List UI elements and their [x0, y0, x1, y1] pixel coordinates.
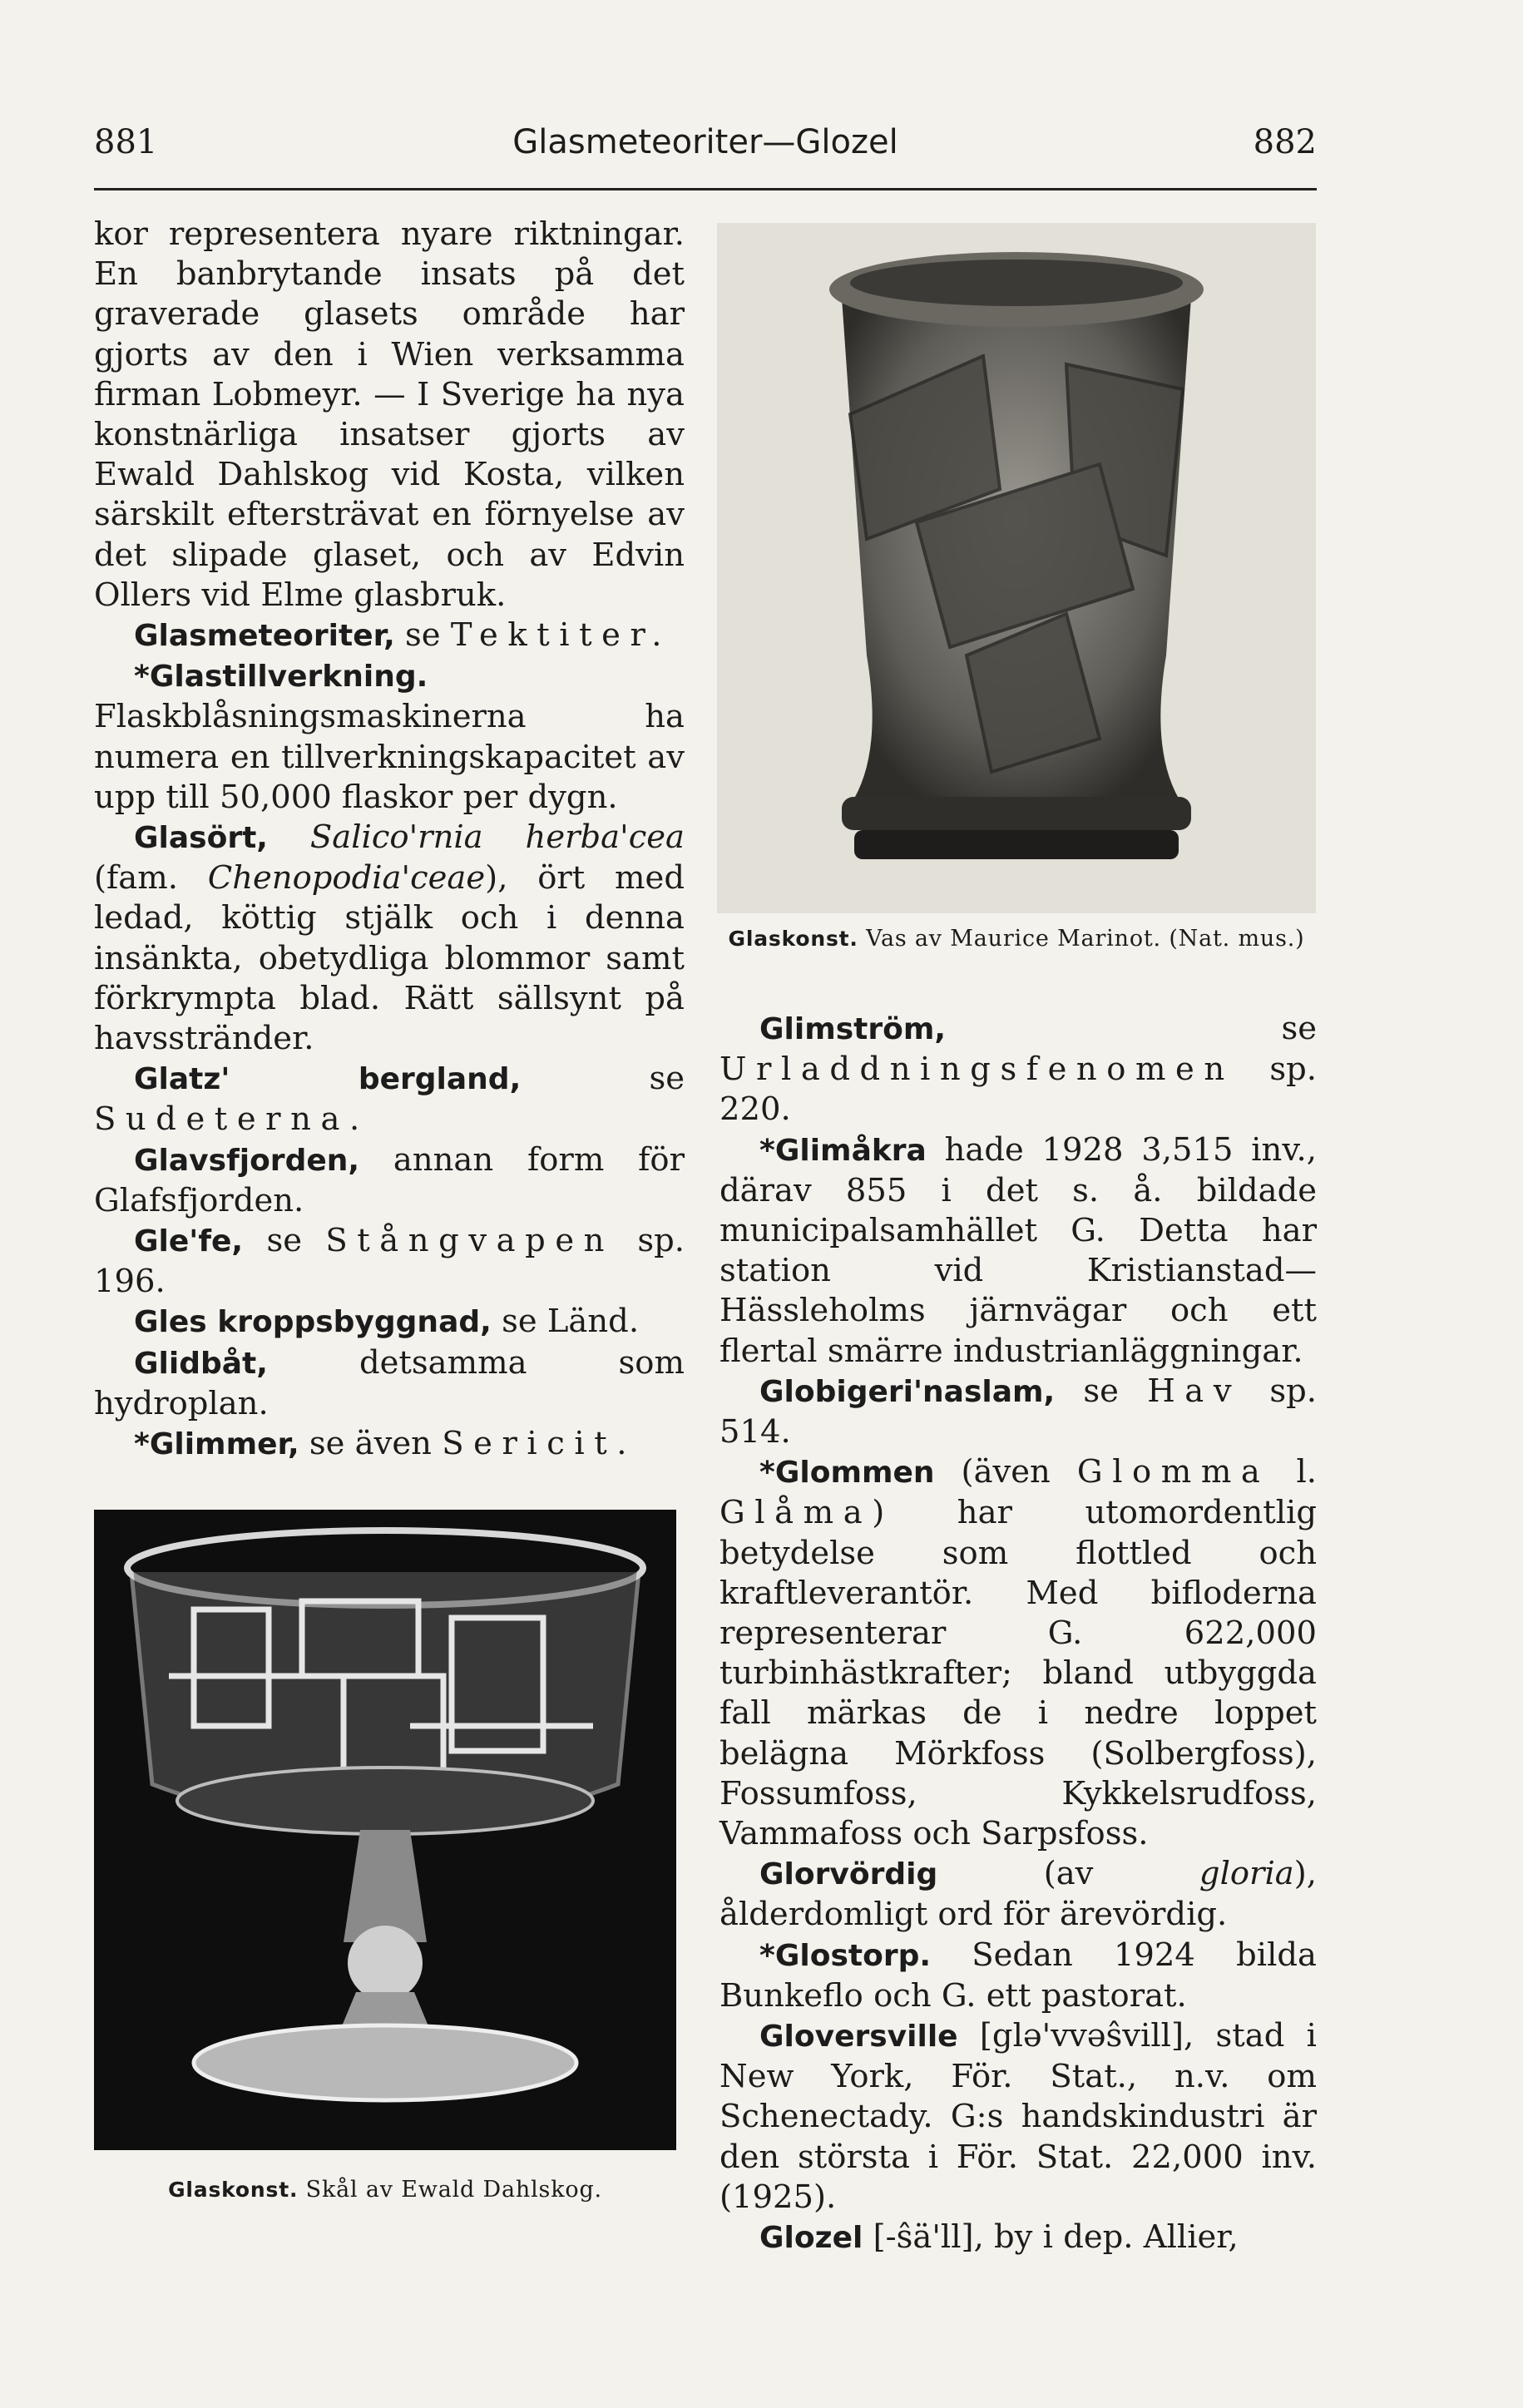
entry-glostorp: *Glostorp. Sedan 1924 bilda Bunkeflo och G. ett pastorat.	[719, 1936, 1317, 2015]
entry-glidbat: Glidbåt, detsamma som hydroplan.	[94, 1343, 685, 1422]
running-title: Glasmeteoriter—Glozel	[512, 123, 898, 161]
right-column	[719, 1009, 1317, 2258]
entry-glavsfjorden: Glavsfjorden, annan form för Glafsfjorden.	[94, 1140, 685, 1219]
entry-glorvordig: Glorvördig (av gloria), ålderdomligt ord för ärevördig.	[719, 1855, 1317, 1934]
vase-caption: Glaskonst. Vas av Maurice Marinot. (Nat. mus.)	[728, 926, 1305, 952]
left-column	[94, 215, 685, 1465]
entry-globigerinaslam: Globigeri'naslam, se Hav sp. 514.	[719, 1372, 1317, 1451]
entry-glasort: Glasört, Salico'rnia herba'cea (fam. Chenopodia'ceae), ört med ledad, köttig stjälk och i denna insänkta, obetydliga blommor samt förkrympta blad. Rätt sällsynt på havsstränder.	[94, 818, 685, 1058]
entry-glimstrom: Glimström, se Urladdningsfenomen sp. 220.	[719, 1010, 1317, 1129]
entry-glozel: Glozel [-ŝä'll], by i dep. Allier,	[759, 2218, 1239, 2257]
vase-illustration	[717, 223, 1316, 913]
entry-gloversville: Gloversville [glə'vvəŝvill], stad i New York, För. Stat., n.v. om Schenectady. G:s handskindustri är den största i För. Stat. 22,000 inv. (1925).	[719, 2017, 1317, 2216]
vase-photo	[717, 223, 1316, 913]
page-number-left: 881	[94, 123, 158, 161]
entry-glatz-bergland: Glatz' bergland, se Sudeterna.	[94, 1060, 685, 1139]
entry-glastillverkning: *Glastillverkning. Flaskblåsningsmaskinerna ha numera en tillverkningskapacitet av upp till 50,000 flaskor per dygn.	[94, 660, 685, 816]
running-header	[94, 123, 1317, 173]
page-number-right: 882	[1253, 123, 1317, 161]
entry-glommen: *Glommen (även Glomma l. Glåma) har utomordentlig betydelse som flottled och kraftleverantör. Med bifloderna representerar G. 622,000 turbinhästkrafter; bland utbyggda fall märkas de i nedre loppet belägna Mörkfoss (Solbergfoss), Fossumfoss, Kykkelsrudfoss, Vammafoss och Sarpsfoss.	[719, 1453, 1317, 1853]
header-rule	[94, 188, 1317, 190]
entry-continuation: kor representera nyare riktningar. En banbrytande insats på det graverade glasets område har gjorts av den i Wien verksamma firman Lobmeyr. — I Sverige ha nya konstnärliga insatser gjorts av Ewald Dahlskog vid Kosta, vilken särskilt eftersträvat en förnyelse av det slipade glaset, och av Edvin Ollers vid Elme glasbruk.	[94, 215, 685, 614]
entry-glefe: Gle'fe, se Stångvapen sp. 196.	[94, 1222, 685, 1301]
entry-glimmer: *Glimmer, se även Sericit.	[134, 1425, 637, 1463]
entry-glimakra: *Glimåkra hade 1928 3,515 inv., därav 855 i det s. å. bildade municipalsamhället G. Detta har station vid Kristianstad—Hässleholms järnvägar och ett flertal smärre industrianläggningar.	[719, 1130, 1317, 1370]
bowl-caption: Glaskonst. Skål av Ewald Dahlskog.	[168, 2177, 602, 2203]
bowl-illustration	[94, 1510, 676, 2150]
entry-gles-kroppsbyggnad: Gles kroppsbyggnad, se Länd.	[134, 1303, 640, 1341]
bowl-photo	[94, 1510, 676, 2150]
entry-glasmeteoriter: Glasmeteoriter, se Tektiter.	[134, 616, 672, 655]
